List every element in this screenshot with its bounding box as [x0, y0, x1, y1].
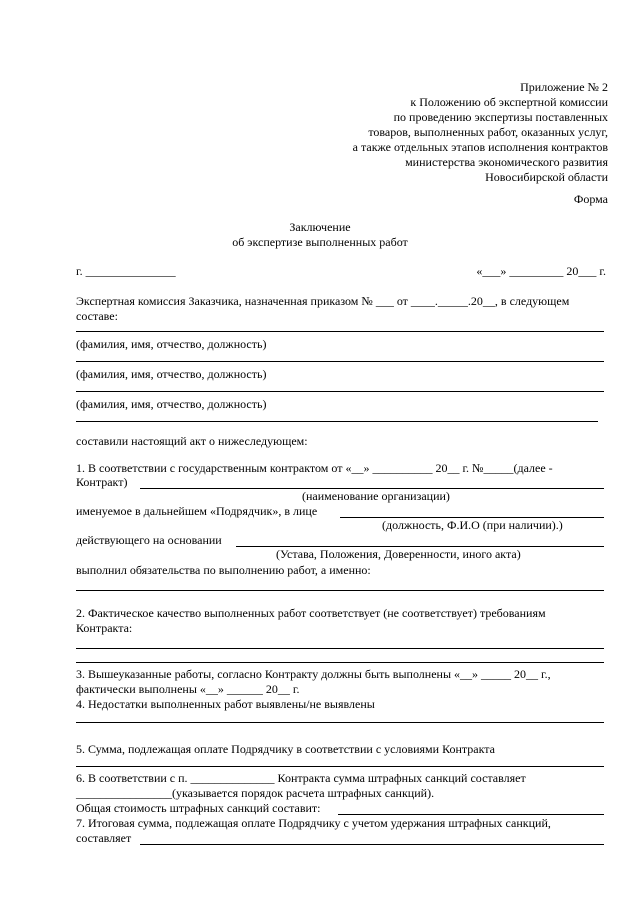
- member-caption: (фамилия, имя, отчество, должность): [76, 337, 267, 351]
- blank-line: [76, 590, 604, 591]
- section-3-line: фактически выполнены «__» ______ 20__ г.: [76, 682, 300, 696]
- basis-label: действующего на основании: [76, 533, 222, 547]
- form-label: Форма: [573, 192, 608, 206]
- header-line: министерства экономического развития: [405, 155, 608, 169]
- penalty-total-line: [338, 814, 604, 815]
- section-5-line: 5. Сумма, подлежащая оплате Подрядчику в соответствии с условиями Контракта: [76, 742, 496, 756]
- date-field: «___» _________ 20___ г.: [476, 264, 606, 278]
- person-caption: (должность, Ф.И.О (при наличии).): [382, 518, 563, 532]
- blank-line: [76, 766, 604, 767]
- member-caption: (фамилия, имя, отчество, должность): [76, 397, 267, 411]
- document-subtitle: об экспертизе выполненных работ: [232, 235, 408, 249]
- blank-line: [76, 722, 604, 723]
- section-1-line: 1. В соответствии с государственным контрактом от «__» __________ 20__ г. №_____(далее -: [76, 461, 553, 475]
- contract-label: Контракт): [76, 475, 128, 489]
- org-caption: (наименование организации): [302, 489, 450, 503]
- total-amount-label: составляет: [76, 831, 132, 845]
- section-3-line: 3. Вышеуказанные работы, согласно Контракту должны быть выполнены «__» _____ 20__ г.,: [76, 667, 551, 681]
- city-field: г. _______________: [76, 264, 176, 278]
- section-7-line: 7. Итоговая сумма, подлежащая оплате Подрядчику с учетом удержания штрафных санкций,: [76, 816, 551, 830]
- member-line: [76, 391, 604, 392]
- header-line: товаров, выполненных работ, оказанных услуг,: [368, 125, 608, 139]
- basis-caption: (Устава, Положения, Доверенности, иного акта): [276, 547, 521, 561]
- section-6-line: ________________(указывается порядок расчета штрафных санкций).: [76, 786, 435, 800]
- section-2-line: Контракта:: [76, 621, 133, 635]
- header-line: а также отдельных этапов исполнения контрактов: [352, 140, 608, 154]
- section-6-line: 6. В соответствии с п. ______________ Контракта сумма штрафных санкций составляет: [76, 771, 526, 785]
- header-line: к Положению об экспертной комиссии: [410, 95, 608, 109]
- appendix-number: Приложение № 2: [520, 80, 608, 94]
- member-line: [76, 361, 604, 362]
- document-title: Заключение: [289, 220, 351, 234]
- blank-line: [76, 648, 604, 649]
- named-label: именуемое в дальнейшем «Подрядчик», в лице: [76, 504, 318, 518]
- total-amount-line: [140, 844, 604, 845]
- member-caption: (фамилия, имя, отчество, должность): [76, 367, 267, 381]
- section-4-line: 4. Недостатки выполненных работ выявлены/не выявлены: [76, 697, 375, 711]
- header-line: по проведению экспертизы поставленных: [393, 110, 608, 124]
- penalty-total-label: Общая стоимость штрафных санкций составит:: [76, 801, 321, 815]
- compiled-statement: составили настоящий акт о нижеследующем:: [76, 434, 308, 448]
- member-line: [76, 331, 604, 332]
- section-2-line: 2. Фактическое качество выполненных работ соответствует (не соответствует) требованиям: [76, 606, 546, 620]
- member-line: [76, 421, 598, 422]
- intro-line: составе:: [76, 309, 118, 323]
- header-line: Новосибирской области: [485, 170, 608, 184]
- obligations-line: выполнил обязательства по выполнению работ, а именно:: [76, 563, 371, 577]
- blank-line: [76, 662, 604, 663]
- intro-line: Экспертная комиссия Заказчика, назначенная приказом № ___ от ____._____.20__, в следующем: [76, 294, 570, 308]
